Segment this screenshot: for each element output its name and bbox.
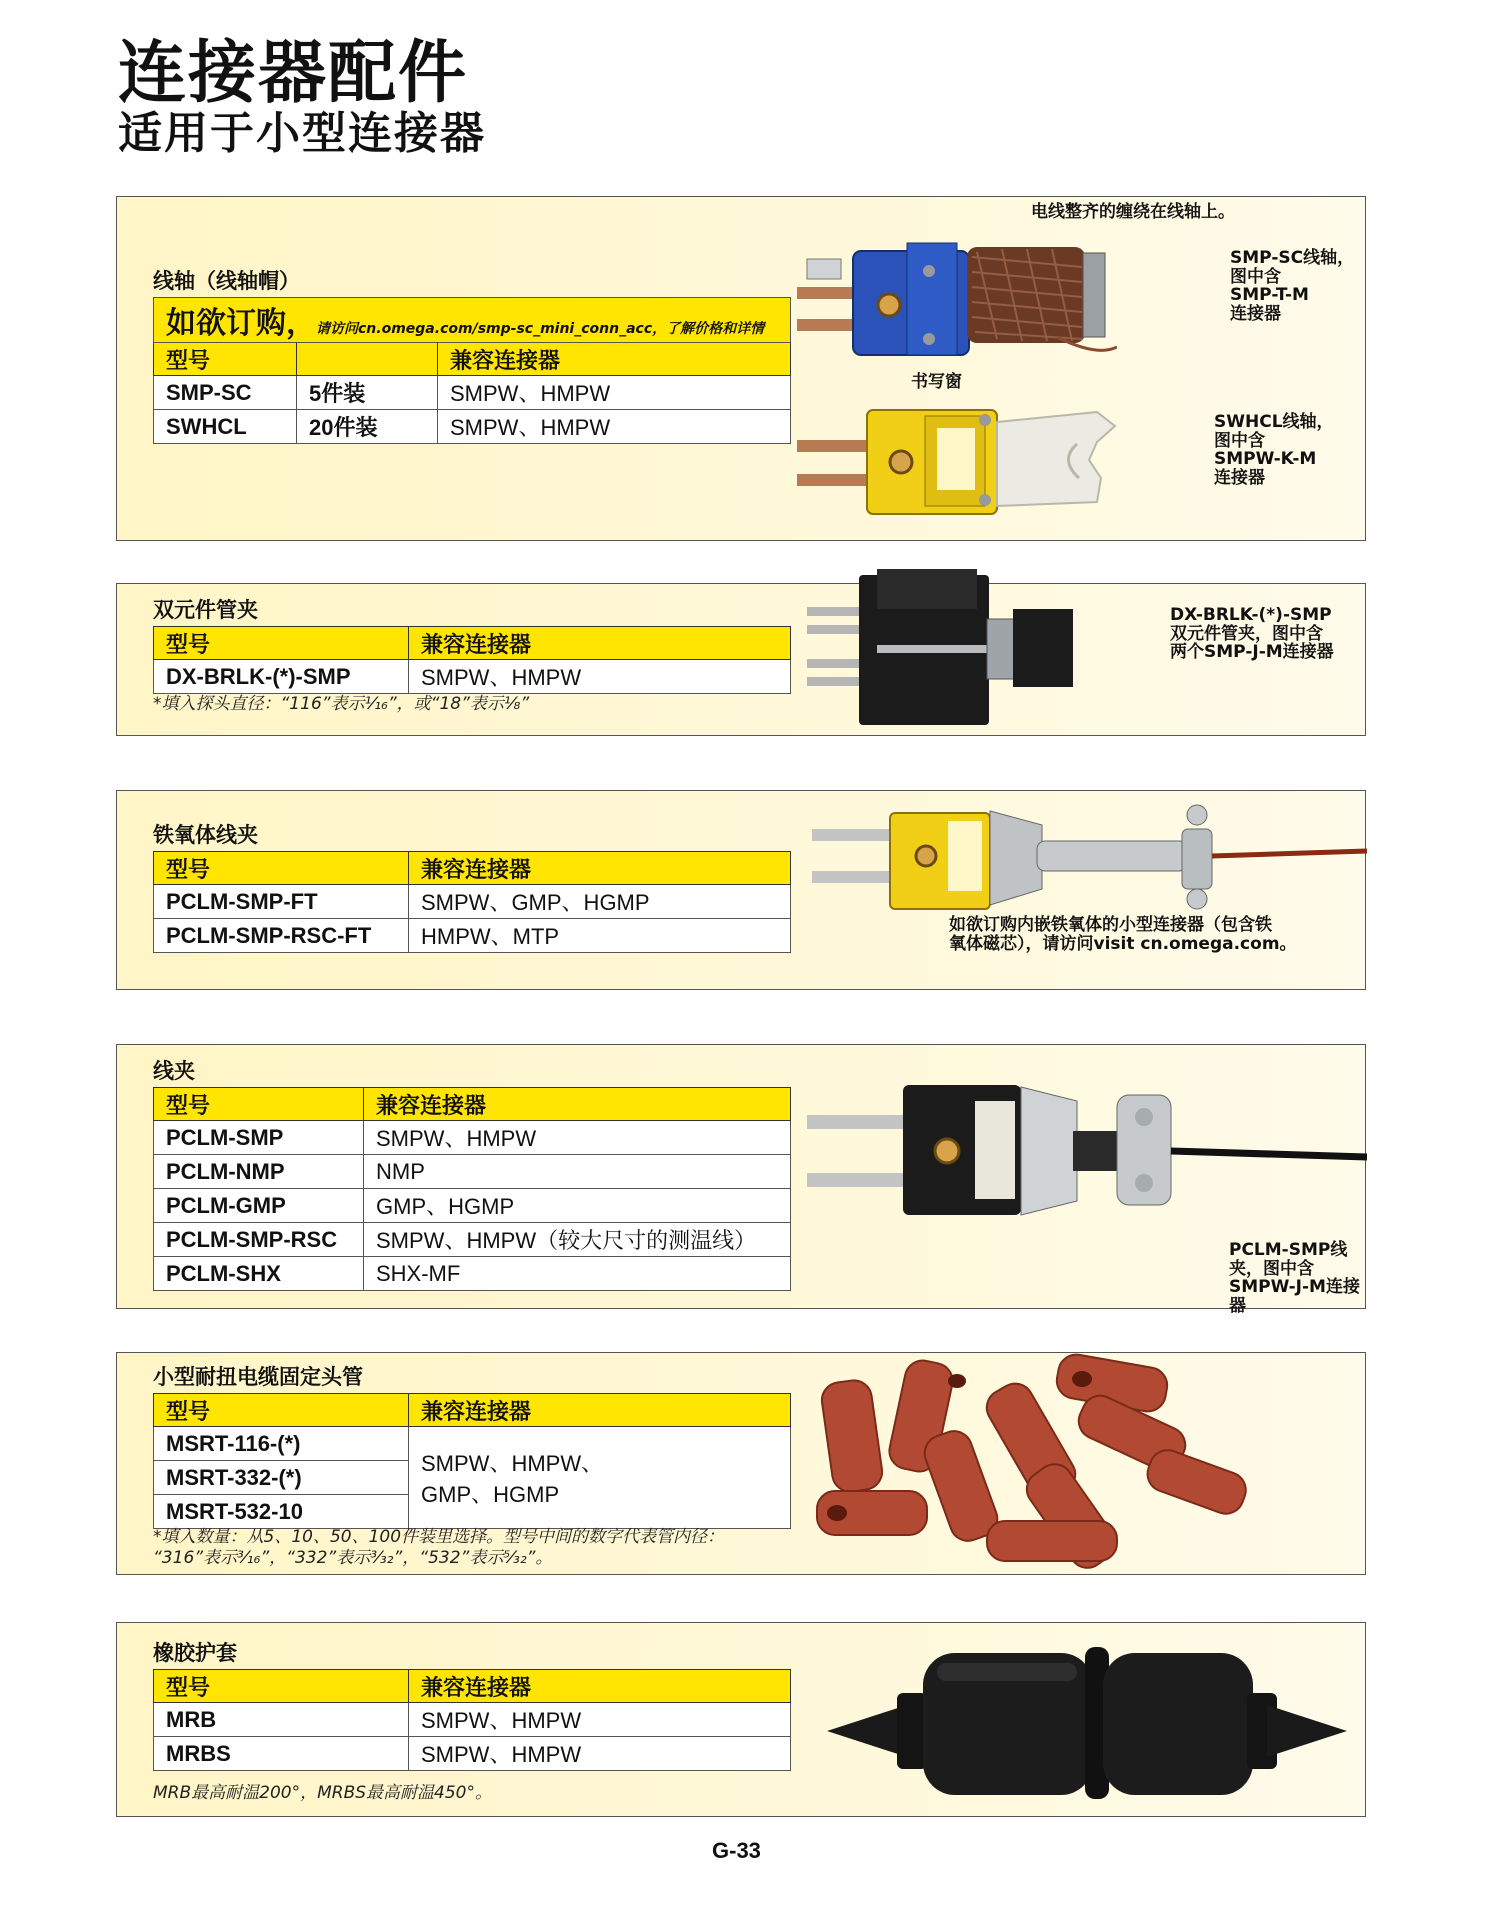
- model-cell: PCLM-SMP-RSC-FT: [154, 919, 409, 953]
- model-cell: SMP-SC: [154, 376, 297, 410]
- table-row: [154, 1155, 791, 1189]
- caption-sc: SMP-SC线轴， 图中含 SMP-T-M 连接器: [1230, 248, 1355, 325]
- col-compat: 兼容连接器: [409, 1670, 791, 1703]
- table-header-row: [154, 1394, 791, 1427]
- order-banner: [154, 298, 791, 343]
- model-cell: PCLM-NMP: [154, 1155, 364, 1189]
- pack-cell: 5件装: [297, 376, 438, 410]
- page-number: G-33: [712, 1838, 761, 1863]
- smp-sc-spool-image: [797, 227, 1117, 367]
- pack-cell: 20件装: [297, 410, 438, 444]
- compat-cell: SMPW、HMPW: [438, 410, 791, 444]
- model-cell: DX-BRLK-(*)-SMP: [154, 660, 409, 694]
- model-cell: SWHCL: [154, 410, 297, 444]
- compat-cell: SMPW、GMP、HGMP: [409, 885, 791, 919]
- compat-cell: SMPW、HMPW: [409, 1703, 791, 1737]
- col-compat: 兼容连接器: [409, 852, 791, 885]
- swhcl-spool-image: [797, 402, 1117, 522]
- order-link[interactable]: 请访问cn.omega.com/smp-sc_mini_conn_acc，了解价格和详情: [316, 321, 765, 337]
- caption-swhcl: SWHCL线轴， 图中含 SMPW-K-M 连接器: [1214, 412, 1334, 489]
- section-title: 线轴（线轴帽）: [153, 269, 300, 293]
- caption-ferrite: 如欲订购内嵌铁氧体的小型连接器（包含铁 氧体磁芯），请访问visit cn.omega.com。: [949, 915, 1297, 954]
- table-header-row: [154, 1670, 791, 1703]
- col-model: 型号: [154, 1394, 409, 1427]
- col-compat: 兼容连接器: [409, 1394, 791, 1427]
- table-header-row: [154, 852, 791, 885]
- ferrite-clamp-table: [153, 851, 791, 953]
- dual-clamp-table: [153, 626, 791, 694]
- strain-relief-tubes-image: [807, 1341, 1287, 1573]
- table-row: [154, 1223, 791, 1257]
- compat-cell: SHX-MF: [364, 1257, 791, 1291]
- model-cell: MSRT-116-(*): [154, 1427, 409, 1461]
- compat-cell: SMPW、HMPW: [409, 660, 791, 694]
- wire-clamp-image: [807, 1075, 1367, 1225]
- col-compat: 兼容连接器: [438, 343, 791, 376]
- table-row: [154, 1737, 791, 1771]
- table-header-row: [154, 1088, 791, 1121]
- table-row: [154, 410, 791, 444]
- compat-cell: GMP、HGMP: [364, 1189, 791, 1223]
- col-compat: 兼容连接器: [364, 1088, 791, 1121]
- table-row: [154, 660, 791, 694]
- model-cell: MRBS: [154, 1737, 409, 1771]
- page-subtitle: 适用于小型连接器: [118, 108, 486, 159]
- spool-table: [153, 297, 791, 444]
- temp-note: MRB最高耐温200°，MRBS最高耐温450°。: [153, 1783, 492, 1803]
- table-header-row: [154, 343, 791, 376]
- section-title: 双元件管夹: [153, 598, 258, 622]
- page-title: 连接器配件: [118, 34, 469, 113]
- rubber-boot-image: [827, 1643, 1347, 1803]
- caption-top: 电线整齐的缠绕在线轴上。: [1031, 202, 1235, 222]
- table-row: [154, 1427, 791, 1461]
- caption-window: 书写窗: [911, 372, 962, 392]
- model-cell: PCLM-SMP-FT: [154, 885, 409, 919]
- section-title: 小型耐扭电缆固定头管: [153, 1365, 363, 1389]
- compat-cell: SMPW、HMPW: [438, 376, 791, 410]
- col-model: 型号: [154, 1088, 364, 1121]
- section-title: 铁氧体线夹: [153, 823, 258, 847]
- compat-cell: HMPW、MTP: [409, 919, 791, 953]
- col-model: 型号: [154, 852, 409, 885]
- section-rubber-boot: [116, 1622, 1366, 1817]
- col-model: 型号: [154, 1670, 409, 1703]
- col-pack: [297, 343, 438, 376]
- rubber-boot-table: [153, 1669, 791, 1771]
- model-cell: PCLM-GMP: [154, 1189, 364, 1223]
- table-row: [154, 1703, 791, 1737]
- caption-dual-clamp: DX-BRLK-(*)-SMP 双元件管夹，图中含 两个SMP-J-M连接器: [1170, 605, 1334, 663]
- table-row: [154, 919, 791, 953]
- probe-note: *填入探头直径：“116”表示¹⁄₁₆”，或“18”表示⅛”: [153, 694, 530, 714]
- model-cell: PCLM-SHX: [154, 1257, 364, 1291]
- strain-relief-table: [153, 1393, 791, 1529]
- section-wire-clamp: [116, 1044, 1366, 1317]
- ferrite-clamp-image: [812, 801, 1367, 913]
- quantity-note: *填入数量：从5、10、50、100件装里选择。型号中间的数字代表管内径： “316”表示³⁄₁₆”，“332”表示³⁄₃₂”，“532”表示⁵⁄₃₂”。: [153, 1527, 725, 1569]
- section-strain-relief: [116, 1352, 1366, 1575]
- compat-cell: SMPW、HMPW: [364, 1121, 791, 1155]
- table-row: [154, 1257, 791, 1291]
- model-cell: PCLM-SMP: [154, 1121, 364, 1155]
- compat-cell: SMPW、HMPW: [409, 1737, 791, 1771]
- section-spools: [116, 196, 1366, 541]
- section-title: 线夹: [153, 1059, 195, 1083]
- model-cell: MRB: [154, 1703, 409, 1737]
- table-row: [154, 376, 791, 410]
- compat-cell: SMPW、HMPW、 GMP、HGMP: [409, 1427, 791, 1529]
- caption-wire-clamp: PCLM-SMP线夹，图中含 SMPW-J-M连接器: [1229, 1240, 1360, 1317]
- section-title: 橡胶护套: [153, 1641, 237, 1665]
- table-row: [154, 1121, 791, 1155]
- table-header-row: [154, 627, 791, 660]
- compat-cell: SMPW、HMPW（较大尺寸的测温线）: [364, 1223, 791, 1257]
- col-compat: 兼容连接器: [409, 627, 791, 660]
- order-label: 如欲订购，: [166, 306, 316, 341]
- model-cell: PCLM-SMP-RSC: [154, 1223, 364, 1257]
- compat-cell: NMP: [364, 1155, 791, 1189]
- section-ferrite-clamp: [116, 790, 1366, 990]
- wire-clamp-table: [153, 1087, 791, 1291]
- table-row: [154, 1189, 791, 1223]
- col-model: 型号: [154, 627, 409, 660]
- dual-clamp-image: [807, 569, 1097, 729]
- section-dual-clamp: [116, 583, 1366, 736]
- col-model: 型号: [154, 343, 297, 376]
- table-row: [154, 885, 791, 919]
- model-cell: MSRT-332-(*): [154, 1461, 409, 1495]
- model-cell: MSRT-532-10: [154, 1495, 409, 1529]
